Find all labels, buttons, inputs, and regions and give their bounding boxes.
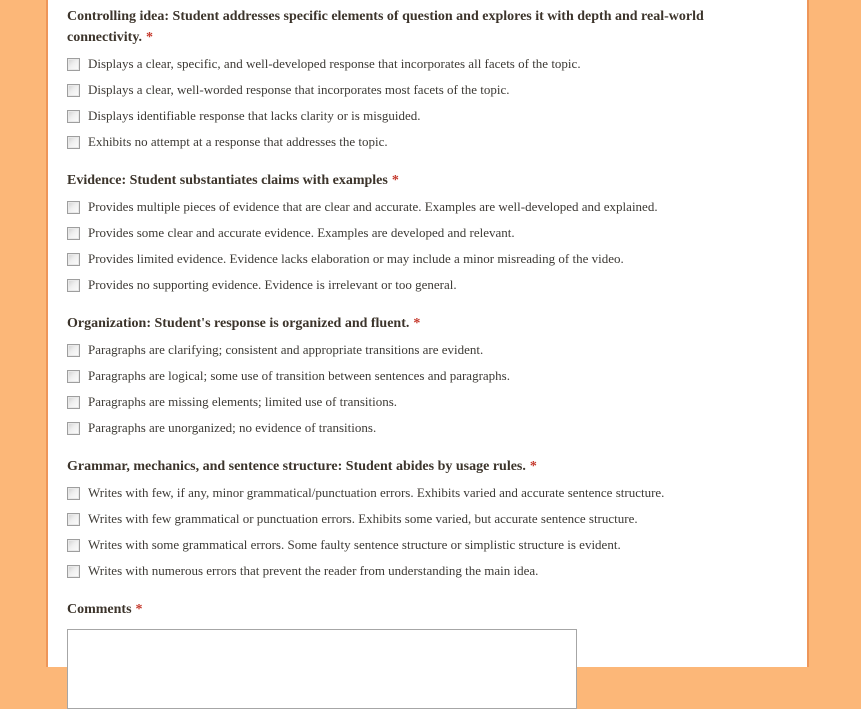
checkbox-icon[interactable] xyxy=(67,370,80,383)
checkbox-icon[interactable] xyxy=(67,396,80,409)
question-block xyxy=(67,170,787,292)
checkbox-option[interactable] xyxy=(67,57,787,71)
required-asterisk: * xyxy=(146,30,154,45)
checkbox-option[interactable] xyxy=(67,512,787,526)
question-block xyxy=(67,6,787,149)
checkbox-option-label: Provides multiple pieces of evidence that are clear and accurate. Examples are well-developed and explained. xyxy=(88,199,658,214)
required-asterisk: * xyxy=(413,316,421,331)
question-block xyxy=(67,313,787,435)
form-page xyxy=(46,0,809,667)
question-title xyxy=(67,170,787,191)
checkbox-option[interactable] xyxy=(67,83,787,97)
checkbox-option-label: Paragraphs are unorganized; no evidence of transitions. xyxy=(88,420,377,435)
checkbox-option[interactable] xyxy=(67,486,787,500)
comments-textarea[interactable] xyxy=(67,629,577,709)
question-options xyxy=(67,200,787,292)
required-asterisk: * xyxy=(391,173,399,188)
checkbox-icon[interactable] xyxy=(67,253,80,266)
question-title-text: Evidence: Student substantiates claims with examples xyxy=(67,173,388,188)
checkbox-option[interactable] xyxy=(67,135,787,149)
checkbox-option[interactable] xyxy=(67,421,787,435)
checkbox-option[interactable] xyxy=(67,564,787,578)
checkbox-option-label: Exhibits no attempt at a response that addresses the topic. xyxy=(88,134,388,149)
checkbox-icon[interactable] xyxy=(67,84,80,97)
checkbox-icon[interactable] xyxy=(67,344,80,357)
question-title-text: Comments xyxy=(67,602,132,617)
required-asterisk: * xyxy=(135,602,143,617)
question-title xyxy=(67,313,787,334)
checkbox-option-label: Displays identifiable response that lacks clarity or is misguided. xyxy=(88,108,421,123)
question-title-text: Organization: Student's response is organized and fluent. xyxy=(67,316,410,331)
question-options xyxy=(67,486,787,578)
checkbox-icon[interactable] xyxy=(67,58,80,71)
checkbox-icon[interactable] xyxy=(67,201,80,214)
checkbox-icon[interactable] xyxy=(67,539,80,552)
checkbox-option-label: Paragraphs are clarifying; consistent and appropriate transitions are evident. xyxy=(88,342,484,357)
checkbox-icon[interactable] xyxy=(67,227,80,240)
required-asterisk: * xyxy=(529,459,537,474)
question-block xyxy=(67,599,787,709)
checkbox-option[interactable] xyxy=(67,278,787,292)
question-options xyxy=(67,343,787,435)
checkbox-icon[interactable] xyxy=(67,279,80,292)
checkbox-option[interactable] xyxy=(67,538,787,552)
checkbox-option[interactable] xyxy=(67,369,787,383)
question-title xyxy=(67,456,787,477)
checkbox-option[interactable] xyxy=(67,109,787,123)
checkbox-option-label: Displays a clear, well-worded response that incorporates most facets of the topic. xyxy=(88,82,510,97)
checkbox-icon[interactable] xyxy=(67,513,80,526)
question-options xyxy=(67,57,787,149)
checkbox-option-label: Displays a clear, specific, and well-developed response that incorporates all facets of the topic. xyxy=(88,56,581,71)
checkbox-option-label: Paragraphs are logical; some use of transition between sentences and paragraphs. xyxy=(88,368,510,383)
form-content xyxy=(48,0,807,709)
question-title-text: Grammar, mechanics, and sentence structure: Student abides by usage rules. xyxy=(67,459,526,474)
checkbox-icon[interactable] xyxy=(67,110,80,123)
checkbox-option[interactable] xyxy=(67,252,787,266)
question-title-text: Controlling idea: Student addresses specific elements of question and explores it with depth and real-world connectivity. xyxy=(67,9,704,45)
checkbox-option-label: Writes with numerous errors that prevent the reader from understanding the main idea. xyxy=(88,563,539,578)
checkbox-option-label: Provides no supporting evidence. Evidence is irrelevant or too general. xyxy=(88,277,457,292)
question-title xyxy=(67,6,787,48)
checkbox-icon[interactable] xyxy=(67,565,80,578)
checkbox-option[interactable] xyxy=(67,343,787,357)
question-options xyxy=(67,629,787,709)
checkbox-icon[interactable] xyxy=(67,487,80,500)
checkbox-option-label: Writes with few grammatical or punctuation errors. Exhibits some varied, but accurate sentence structure. xyxy=(88,511,638,526)
checkbox-option-label: Paragraphs are missing elements; limited use of transitions. xyxy=(88,394,398,409)
checkbox-option-label: Writes with some grammatical errors. Some faulty sentence structure or simplistic structure is evident. xyxy=(88,537,621,552)
checkbox-icon[interactable] xyxy=(67,422,80,435)
question-title xyxy=(67,599,787,620)
checkbox-option[interactable] xyxy=(67,226,787,240)
checkbox-option-label: Provides some clear and accurate evidence. Examples are developed and relevant. xyxy=(88,225,515,240)
checkbox-option-label: Provides limited evidence. Evidence lacks elaboration or may include a minor misreading of the video. xyxy=(88,251,624,266)
checkbox-option-label: Writes with few, if any, minor grammatical/punctuation errors. Exhibits varied and accurate sentence structure. xyxy=(88,485,665,500)
checkbox-icon[interactable] xyxy=(67,136,80,149)
question-block xyxy=(67,456,787,578)
checkbox-option[interactable] xyxy=(67,200,787,214)
checkbox-option[interactable] xyxy=(67,395,787,409)
